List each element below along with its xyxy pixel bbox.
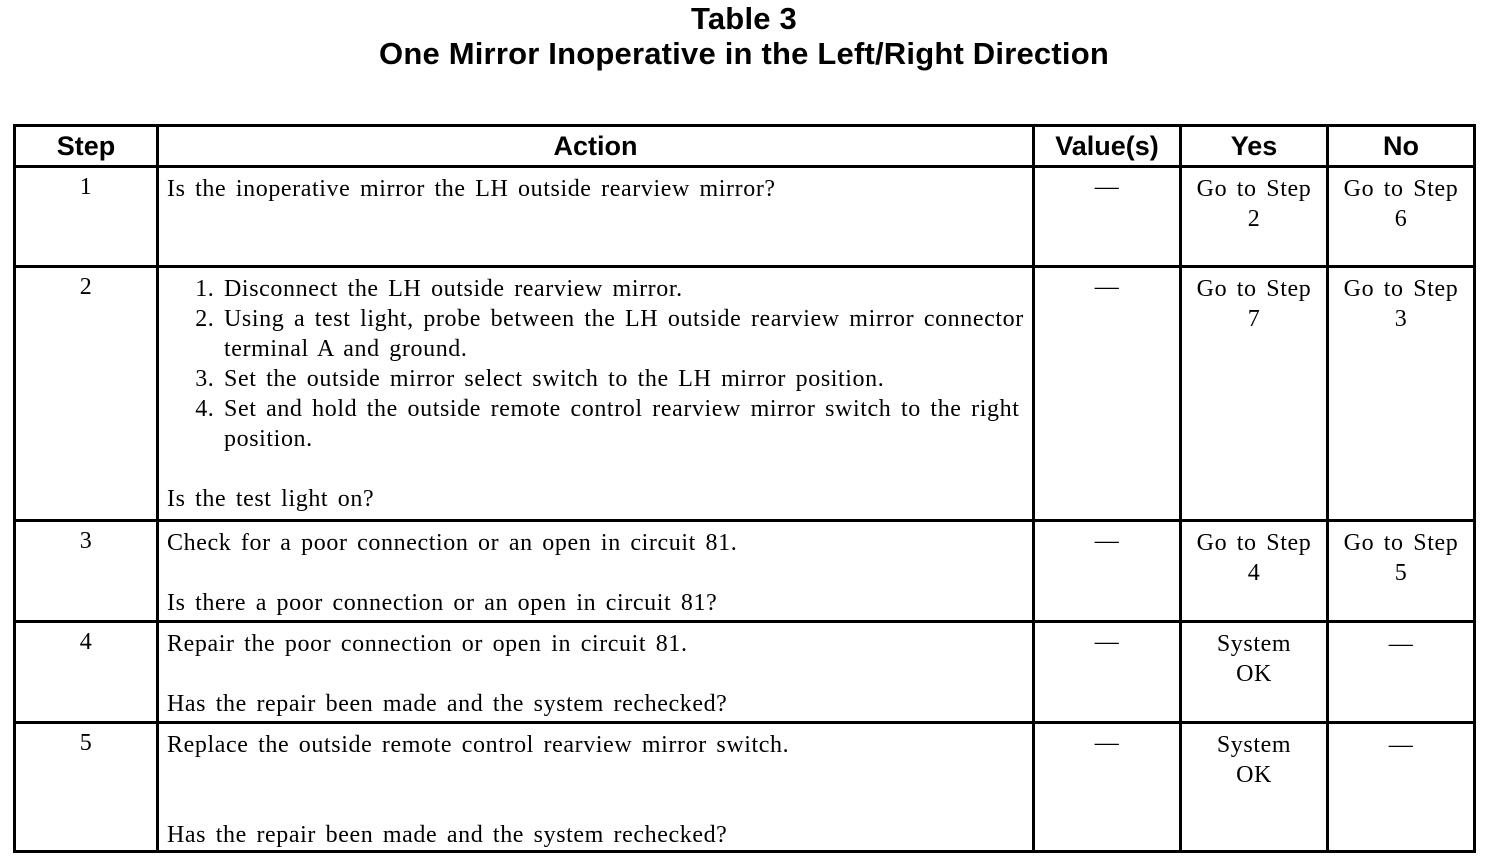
action-question: Is there a poor connection or an open in circuit 81? xyxy=(167,590,718,616)
value-cell: — xyxy=(1034,521,1181,622)
no-cell xyxy=(1328,521,1475,622)
yes-cell xyxy=(1181,622,1328,723)
action-step: 1. Disconnect the LH outside rearview mirror. xyxy=(224,274,1024,304)
action-cell xyxy=(158,167,1034,267)
column-header-values: Value(s) xyxy=(1034,126,1181,167)
action-step: 3. Set the outside mirror select switch to the LH mirror position. xyxy=(224,364,1024,394)
yes-text: System xyxy=(1216,732,1292,758)
yes-target: OK xyxy=(1236,661,1272,687)
action-cell xyxy=(158,521,1034,622)
yes-cell xyxy=(1181,521,1328,622)
action-instruction: Replace the outside remote control rearview mirror switch. xyxy=(167,732,790,758)
yes-target: OK xyxy=(1236,762,1272,788)
column-header-no: No xyxy=(1328,126,1475,167)
yes-cell xyxy=(1181,167,1328,267)
no-cell: — xyxy=(1328,723,1475,852)
no-text: Go to Step xyxy=(1343,530,1459,556)
value-cell: — xyxy=(1034,723,1181,852)
step-number: 2 xyxy=(15,267,158,521)
no-target: 5 xyxy=(1394,560,1408,586)
action-cell xyxy=(158,267,1034,521)
no-target: 6 xyxy=(1394,206,1408,232)
table-title: One Mirror Inoperative in the Left/Right Direction xyxy=(379,36,1109,71)
table-row xyxy=(15,267,1475,521)
value-cell: — xyxy=(1034,267,1181,521)
action-cell xyxy=(158,622,1034,723)
column-header-yes: Yes xyxy=(1181,126,1328,167)
action-cell xyxy=(158,723,1034,852)
action-step: 4. Set and hold the outside remote control rearview mirror switch to the right position. xyxy=(224,394,1024,454)
yes-cell xyxy=(1181,723,1328,852)
diagnostic-table xyxy=(13,124,1476,853)
action-instruction: Repair the poor connection or open in circuit 81. xyxy=(167,631,688,657)
yes-text: Go to Step xyxy=(1196,530,1312,556)
no-text: Go to Step xyxy=(1343,176,1459,202)
action-question: Is the inoperative mirror the LH outside rearview mirror? xyxy=(167,176,776,202)
action-question: Has the repair been made and the system rechecked? xyxy=(167,691,728,717)
action-step: 2. Using a test light, probe between the LH outside rearview mirror connector terminal A and ground. xyxy=(224,304,1024,364)
table-row xyxy=(15,521,1475,622)
yes-target: 4 xyxy=(1247,560,1261,586)
no-target: 3 xyxy=(1394,306,1408,332)
column-header-step: Step xyxy=(15,126,158,167)
yes-cell xyxy=(1181,267,1328,521)
table-row xyxy=(15,723,1475,852)
table-number: Table 3 xyxy=(691,1,797,36)
table-row xyxy=(15,622,1475,723)
header-row xyxy=(15,126,1475,167)
no-cell: — xyxy=(1328,622,1475,723)
yes-text: Go to Step xyxy=(1196,276,1312,302)
table-row xyxy=(15,167,1475,267)
value-cell: — xyxy=(1034,167,1181,267)
step-number: 1 xyxy=(15,167,158,267)
yes-target: 2 xyxy=(1247,206,1261,232)
no-cell xyxy=(1328,267,1475,521)
action-question: Is the test light on? xyxy=(167,486,375,512)
table-title-block xyxy=(0,0,1488,71)
step-number: 4 xyxy=(15,622,158,723)
column-header-action: Action xyxy=(158,126,1034,167)
yes-text: Go to Step xyxy=(1196,176,1312,202)
no-cell xyxy=(1328,167,1475,267)
yes-target: 7 xyxy=(1247,306,1261,332)
yes-text: System xyxy=(1216,631,1292,657)
value-cell: — xyxy=(1034,622,1181,723)
action-question: Has the repair been made and the system rechecked? xyxy=(167,822,728,848)
action-instruction: Check for a poor connection or an open in circuit 81. xyxy=(167,530,738,556)
action-steps-list xyxy=(167,274,1024,454)
step-number: 5 xyxy=(15,723,158,852)
step-number: 3 xyxy=(15,521,158,622)
no-text: Go to Step xyxy=(1343,276,1459,302)
